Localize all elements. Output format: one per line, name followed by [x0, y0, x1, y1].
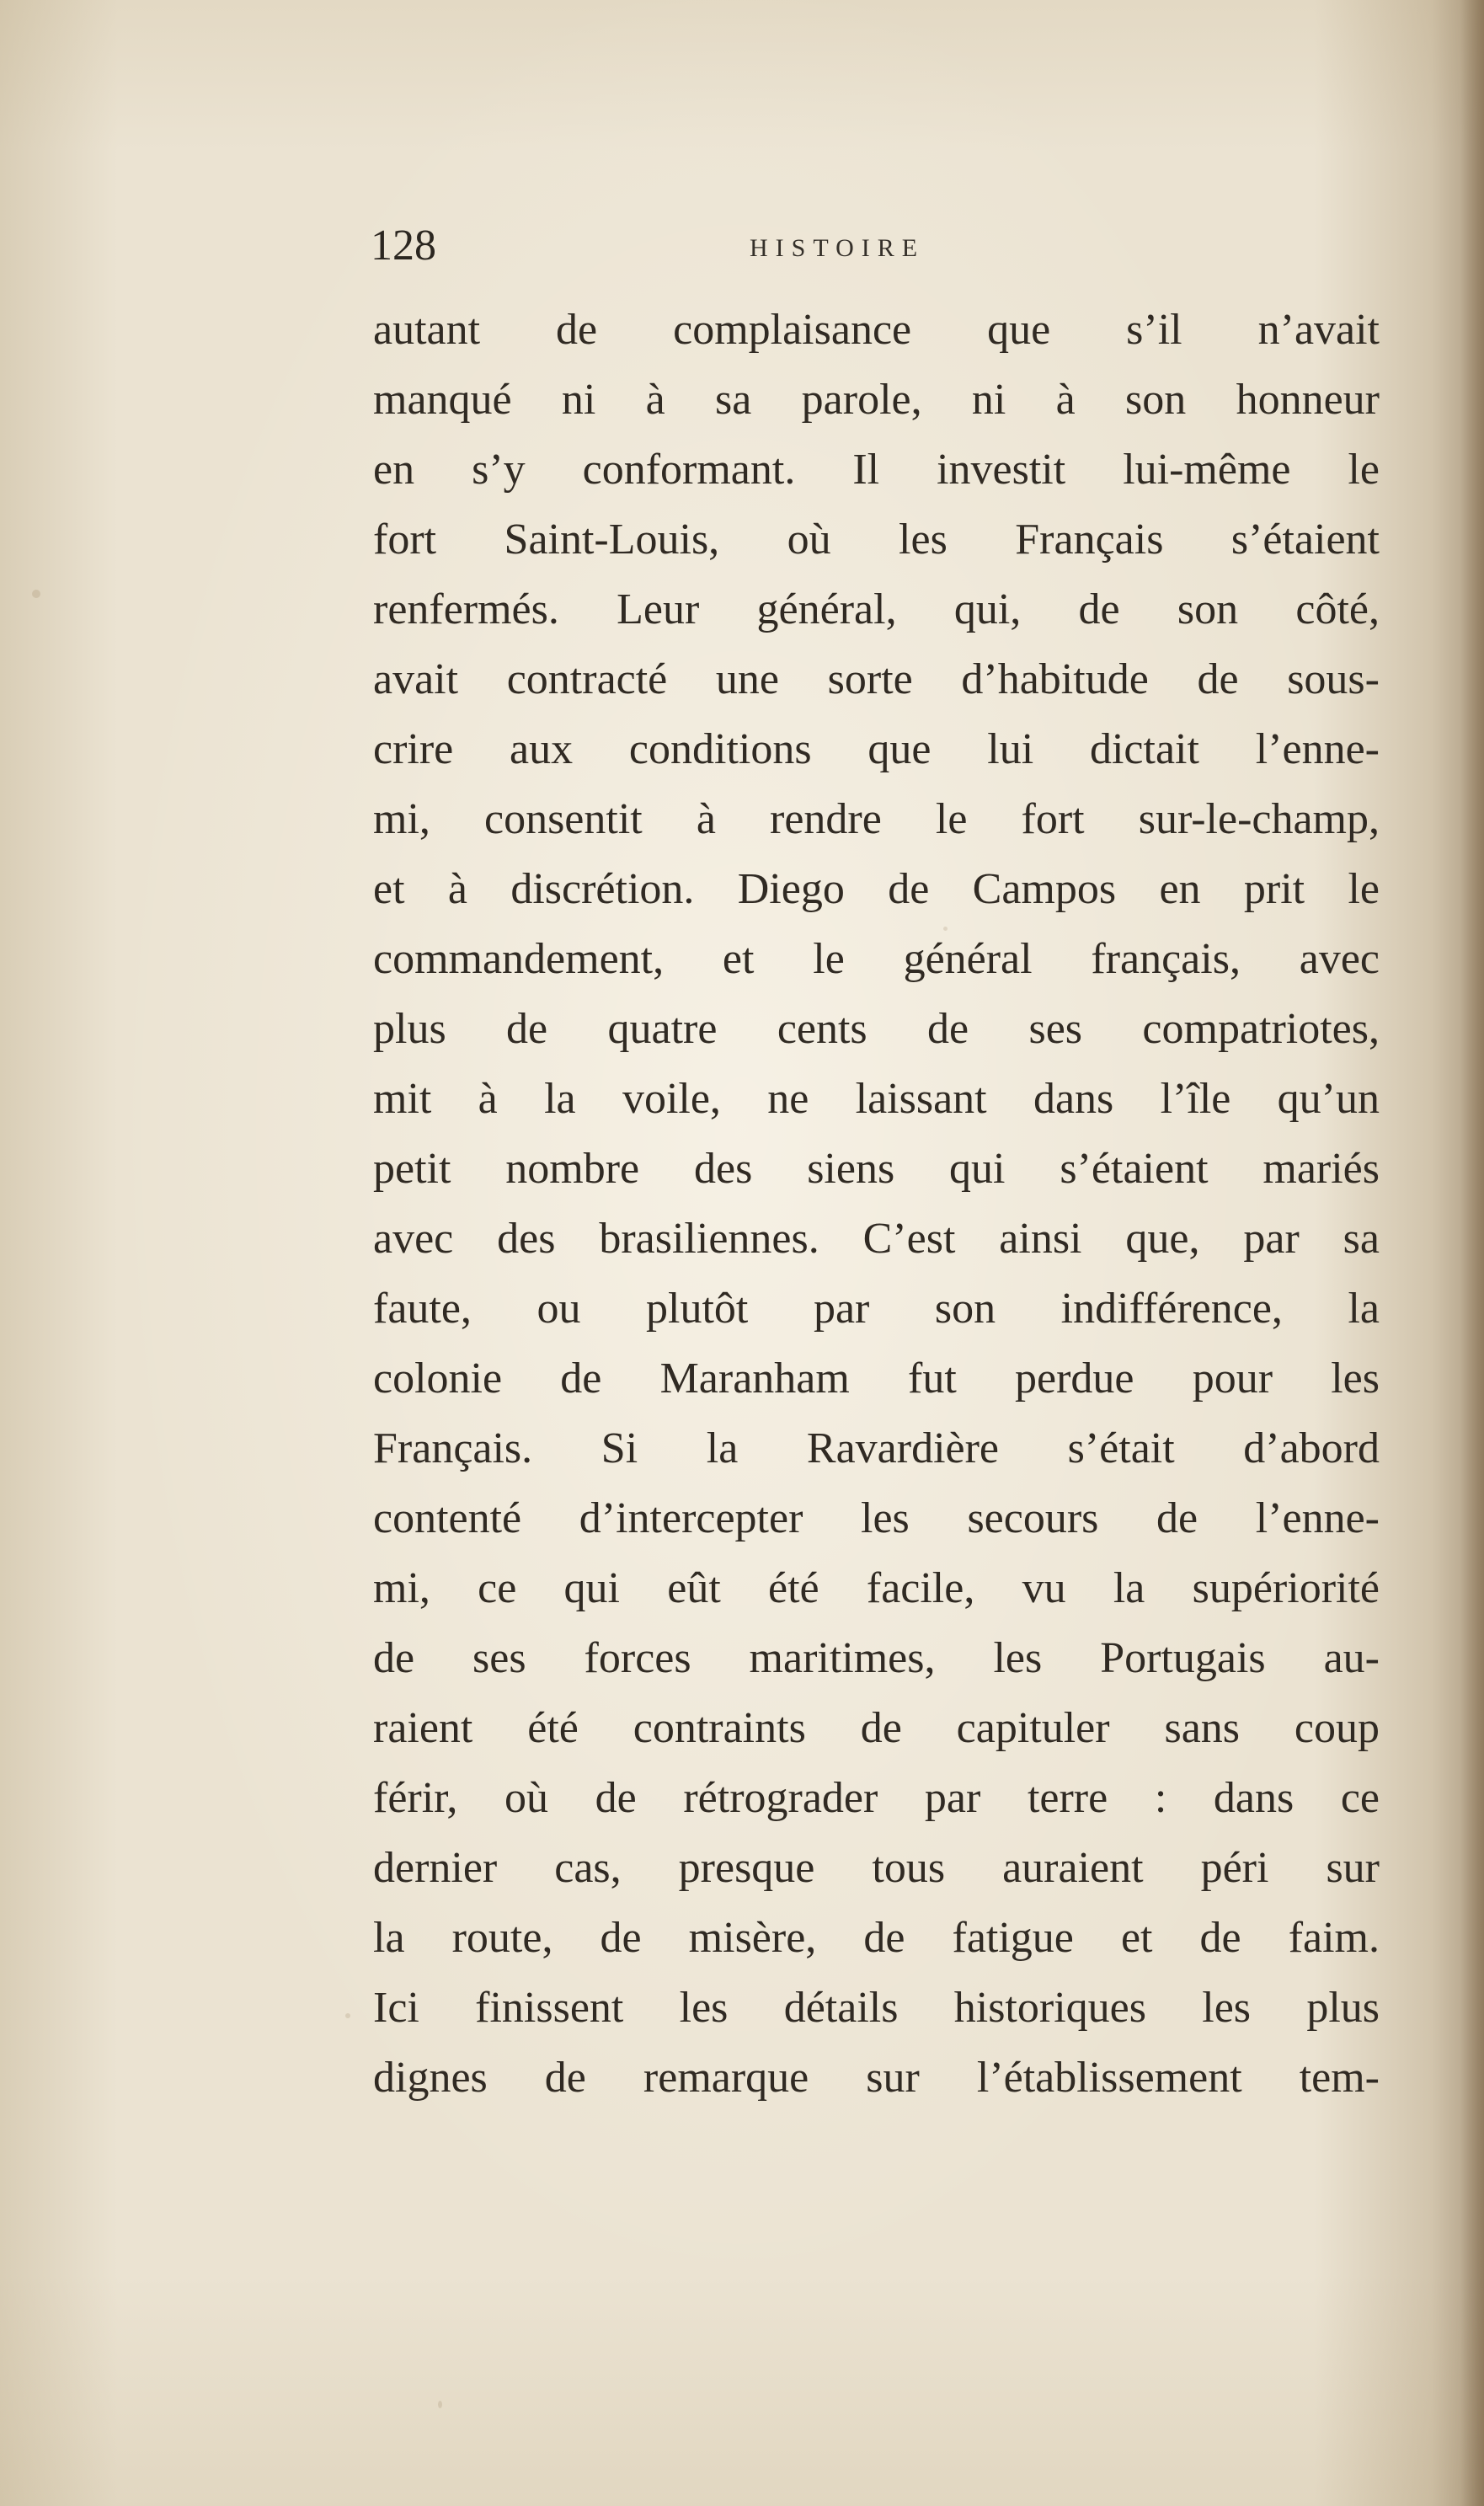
text-line: mi, consentit à rendre le fort sur-le-champ,	[373, 795, 1380, 843]
foxing-spot	[345, 2013, 350, 2018]
body-text	[373, 295, 1380, 2113]
text-line: Français. Si la Ravardière s’était d’abord	[373, 1424, 1380, 1472]
text-line: raient été contraints de capituler sans coup	[373, 1704, 1380, 1752]
text-line: la route, de misère, de fatigue et de faim.	[373, 1914, 1380, 1962]
text-line: et à discrétion. Diego de Campos en prit le	[373, 865, 1380, 913]
text-line: en s’y conformant. Il investit lui-même le	[373, 446, 1380, 494]
text-line: de ses forces maritimes, les Portugais au-	[373, 1634, 1380, 1682]
text-line: Ici finissent les détails historiques les plus	[373, 1984, 1380, 2032]
running-head	[371, 221, 1381, 271]
text-line: férir, où de rétrograder par terre : dans ce	[373, 1774, 1380, 1822]
text-line: dignes de remarque sur l’établissement tem-	[373, 2054, 1380, 2102]
foxing-spot	[32, 590, 40, 598]
page-number: 128	[371, 222, 436, 270]
running-title: HISTOIRE	[750, 234, 926, 262]
text-line: commandement, et le général français, avec	[373, 935, 1380, 983]
text-line: crire aux conditions que lui dictait l’enne-	[373, 725, 1380, 773]
text-line: mit à la voile, ne laissant dans l’île qu’un	[373, 1075, 1380, 1123]
text-line: renfermés. Leur général, qui, de son côté,	[373, 585, 1380, 633]
foxing-spot	[438, 2401, 442, 2408]
text-line: fort Saint-Louis, où les Français s’étaient	[373, 516, 1380, 564]
text-line: autant de complaisance que s’il n’avait	[373, 306, 1380, 354]
text-line: faute, ou plutôt par son indifférence, la	[373, 1285, 1380, 1333]
page-edge-shadow	[1460, 0, 1484, 2506]
text-line: mi, ce qui eût été facile, vu la supériorité	[373, 1564, 1380, 1612]
text-line: colonie de Maranham fut perdue pour les	[373, 1355, 1380, 1403]
text-line: contenté d’intercepter les secours de l’enne-	[373, 1494, 1380, 1542]
text-line: avait contracté une sorte d’habitude de sous-	[373, 655, 1380, 703]
text-line: dernier cas, presque tous auraient péri sur	[373, 1844, 1380, 1892]
text-line: plus de quatre cents de ses compatriotes,	[373, 1005, 1380, 1053]
text-line: avec des brasiliennes. C’est ainsi que, par sa	[373, 1215, 1380, 1263]
text-line: manqué ni à sa parole, ni à son honneur	[373, 376, 1380, 424]
text-line: petit nombre des siens qui s’étaient mariés	[373, 1145, 1380, 1193]
